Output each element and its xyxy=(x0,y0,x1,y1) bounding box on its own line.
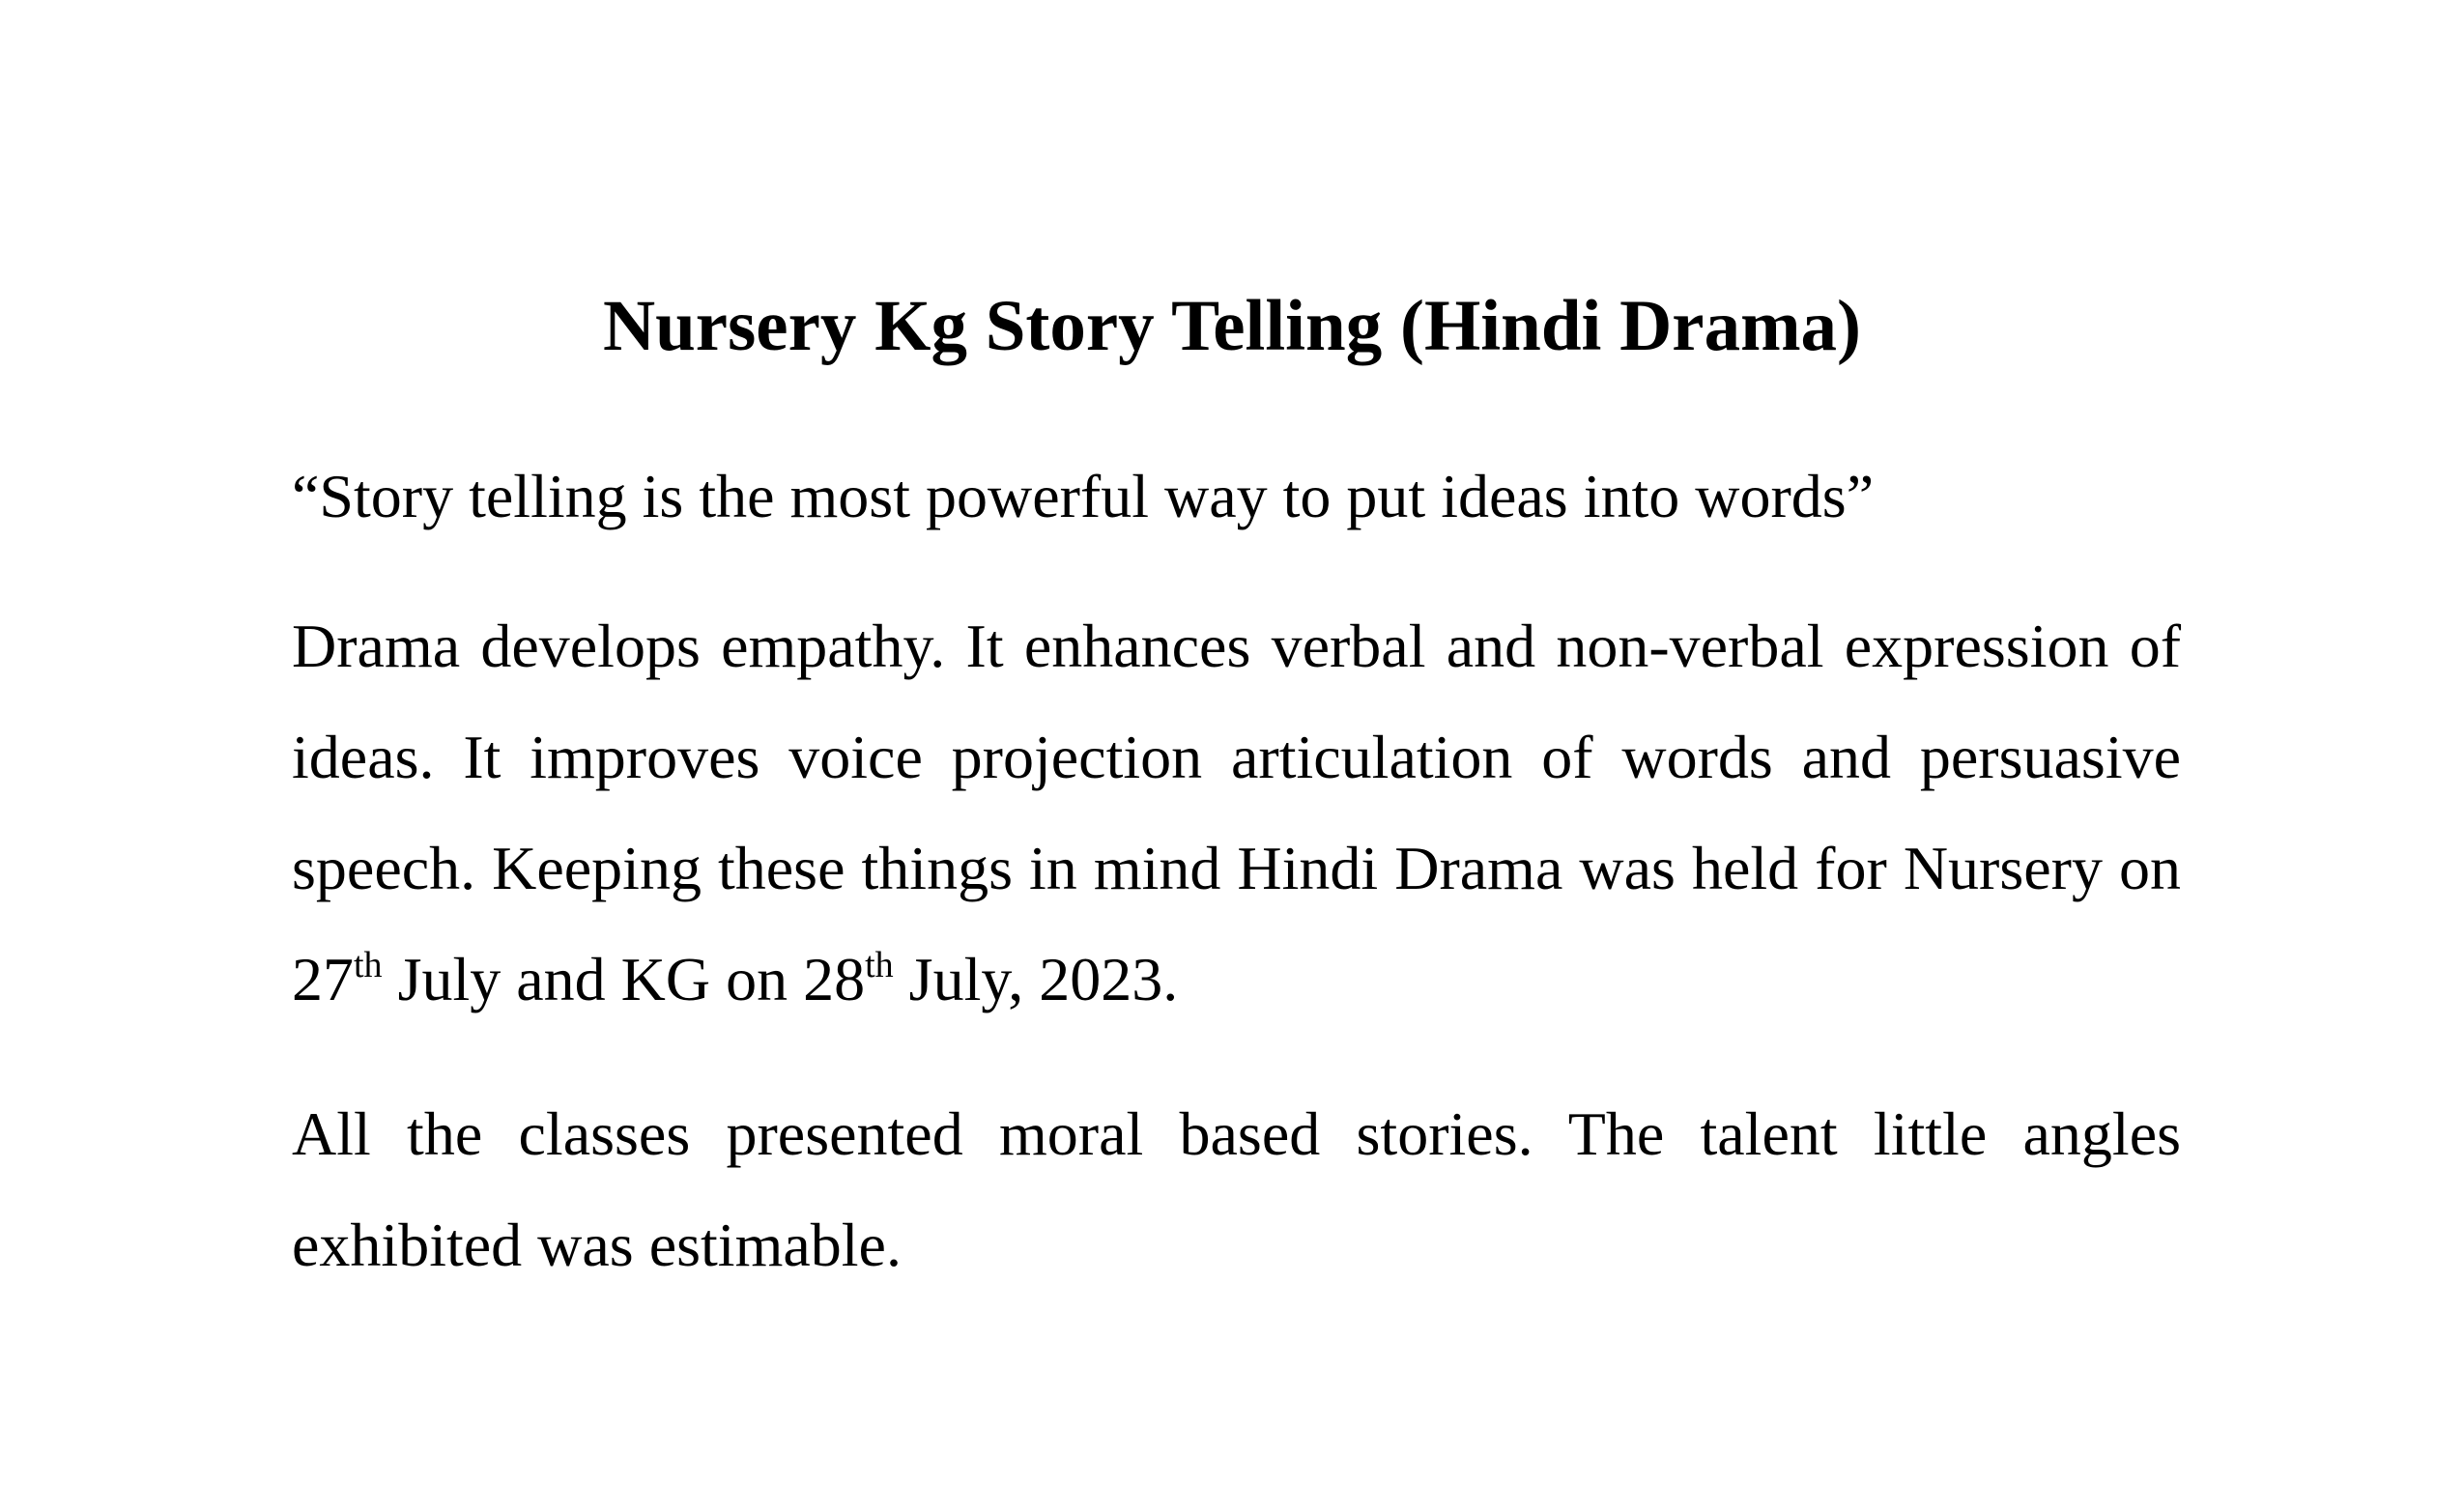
superscript-th-kg: th xyxy=(865,945,894,985)
paragraph-drama xyxy=(292,590,2181,1035)
paragraph-drama-mid: July and KG on 28 xyxy=(382,945,866,1013)
paragraph-drama-text: Drama develops empathy. It enhances verbal and non-verbal expression of ideas. It improves voice projection articulation of words and persuasive speech. Keeping these things in mind Hindi Drama was held for Nursery on 27 xyxy=(292,612,2181,1013)
paragraph-drama-end: July, 2023. xyxy=(893,945,1179,1013)
superscript-th-nursery: th xyxy=(354,945,383,985)
paragraph-classes: All the classes presented moral based stories. The talent little angles exhibited was estimable. xyxy=(292,1099,2181,1279)
quote-line: “Story telling is the most powerful way to put ideas into words” xyxy=(292,462,1875,530)
document-title: Nursery Kg Story Telling (Hindi Drama) xyxy=(602,286,1862,366)
